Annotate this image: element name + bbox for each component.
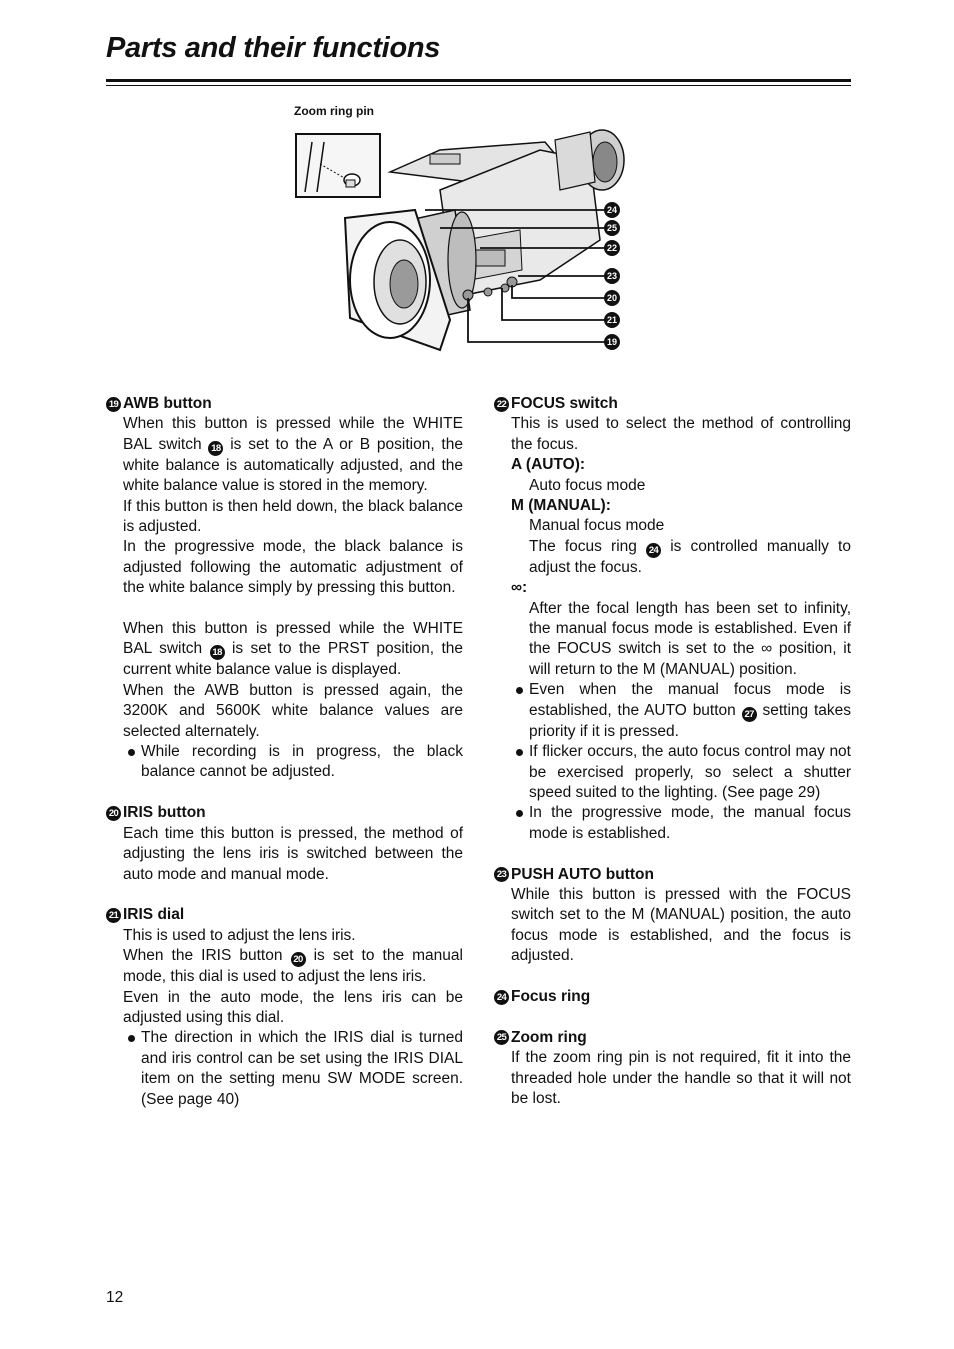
push-auto-paragraph: While this button is pressed with the FOCUS switch set to the M (MANUAL) position, the auto focus mode is established, and the focus is adjusted. [511, 885, 851, 965]
zoom-ring-heading [494, 1028, 851, 1048]
callout-23-label: 23 [606, 271, 618, 282]
zoom-ring-title: Zoom ring [511, 1028, 587, 1046]
push-auto-title: PUSH AUTO button [511, 865, 654, 883]
iris-dial-heading [106, 905, 463, 925]
callout-20-label: 20 [606, 293, 618, 304]
zoom-ring-paragraph: If the zoom ring pin is not required, fit it into the threaded hole under the handle so that it will not be lost. [511, 1049, 851, 1107]
callout-19-label: 19 [606, 337, 618, 348]
awb-button-section [106, 394, 463, 783]
ref-badge: 27 [742, 707, 757, 722]
focus-bullet-3: In the progressive mode, the manual focus mode is established. [511, 803, 851, 844]
awb-button-heading [106, 394, 463, 414]
focus-ring-section [494, 987, 851, 1007]
iris-dial-title: IRIS dial [123, 906, 185, 924]
push-auto-section [494, 865, 851, 967]
focus-manual-text: Manual focus mode [529, 517, 665, 535]
camcorder-illustration [290, 120, 630, 355]
title-rule-thick [106, 79, 851, 82]
iris-button-title: IRIS button [123, 804, 206, 822]
iris-dial-section [106, 905, 463, 1110]
focus-switch-heading [494, 394, 851, 414]
focus-ring-heading [494, 987, 851, 1007]
iris-dial-paragraph-2: When the IRIS button 20 is set to the manual mode, this dial is used to adjust the lens iris. [123, 947, 463, 986]
page-number: 12 [106, 1289, 124, 1306]
iris-dial-paragraph-1: This is used to adjust the lens iris. [123, 926, 356, 944]
focus-auto-label: A (AUTO): [511, 456, 586, 474]
zoom-ring-section [494, 1028, 851, 1110]
item-number-badge: 25 [494, 1030, 509, 1045]
focus-switch-paragraph: This is used to select the method of controlling the focus. [511, 415, 851, 453]
focus-bullet-1: Even when the manual focus mode is established, the AUTO button 27 setting takes priority if it is pressed. [511, 680, 851, 742]
ref-badge: 18 [210, 645, 225, 660]
awb-paragraph-1: When this button is pressed while the WHITE BAL switch 18 is set to the A or B position, the white balance is automatically adjusted, and the white balance value is stored in the memory. [123, 415, 463, 495]
iris-button-paragraph: Each time this button is pressed, the method of adjusting the lens iris is switched between the auto mode and manual mode. [123, 824, 463, 883]
iris-button-heading [106, 803, 463, 823]
item-number-badge: 21 [106, 908, 121, 923]
item-number-badge: 19 [106, 397, 121, 412]
focus-auto-text: Auto focus mode [529, 476, 646, 494]
iris-dial-paragraph-3: Even in the auto mode, the lens iris can be adjusted using this dial. [123, 988, 463, 1026]
focus-manual-label: M (MANUAL): [511, 497, 611, 515]
focus-bullet-2: If flicker occurs, the auto focus control may not be exercised properly, so select a shutter speed suited to the lighting. (See page 29) [511, 742, 851, 803]
ref-badge: 24 [646, 543, 661, 558]
awb-paragraph-4: When this button is pressed while the WHITE BAL switch 18 is set to the PRST position, the current white balance value is displayed. [123, 620, 463, 679]
awb-bullet-1: While recording is in progress, the black balance cannot be adjusted. [123, 742, 463, 783]
focus-infinity-label: ∞: [511, 579, 528, 597]
callout-25-label: 25 [606, 223, 618, 234]
awb-paragraph-3: In the progressive mode, the black balance is adjusted following the automatic adjustment of the white balance simply by pressing this button. [123, 538, 463, 597]
item-number-badge: 22 [494, 397, 509, 412]
iris-dial-bullet-1: The direction in which the IRIS dial is turned and iris control can be set using the IRIS DIAL item on the setting menu SW MODE screen. (See page 40) [123, 1028, 463, 1110]
left-column [106, 394, 463, 1130]
callout-24-label: 24 [606, 205, 618, 216]
page-title: Parts and their functions [106, 32, 441, 64]
item-number-badge: 23 [494, 867, 509, 882]
ref-badge: 18 [208, 441, 223, 456]
awb-button-title: AWB button [123, 395, 212, 412]
iris-button-section [106, 803, 463, 885]
focus-ring-title: Focus ring [511, 987, 591, 1005]
item-number-badge: 24 [494, 990, 509, 1005]
awb-paragraph-5: When the AWB button is pressed again, the 3200K and 5600K white balance values are selected alternately. [123, 681, 463, 740]
focus-manual-detail: The focus ring 24 is controlled manually to adjust the focus. [529, 537, 851, 576]
focus-switch-section [494, 394, 851, 844]
callout-22-label: 22 [606, 243, 618, 254]
awb-paragraph-2: If this button is then held down, the black balance is adjusted. [123, 497, 463, 536]
focus-infinity-text: After the focal length has been set to infinity, the manual focus mode is established. Even if the FOCUS switch is set to the ∞ position, it will return to the M (MANUAL) position. [529, 599, 851, 678]
right-column [494, 394, 851, 1130]
push-auto-heading [494, 865, 851, 885]
callout-21-label: 21 [606, 315, 618, 326]
item-number-badge: 20 [106, 806, 121, 821]
zoom-ring-pin-label: Zoom ring pin [294, 104, 374, 118]
title-rule-thin [106, 85, 851, 86]
focus-switch-title: FOCUS switch [511, 395, 618, 412]
ref-badge: 20 [291, 952, 306, 967]
